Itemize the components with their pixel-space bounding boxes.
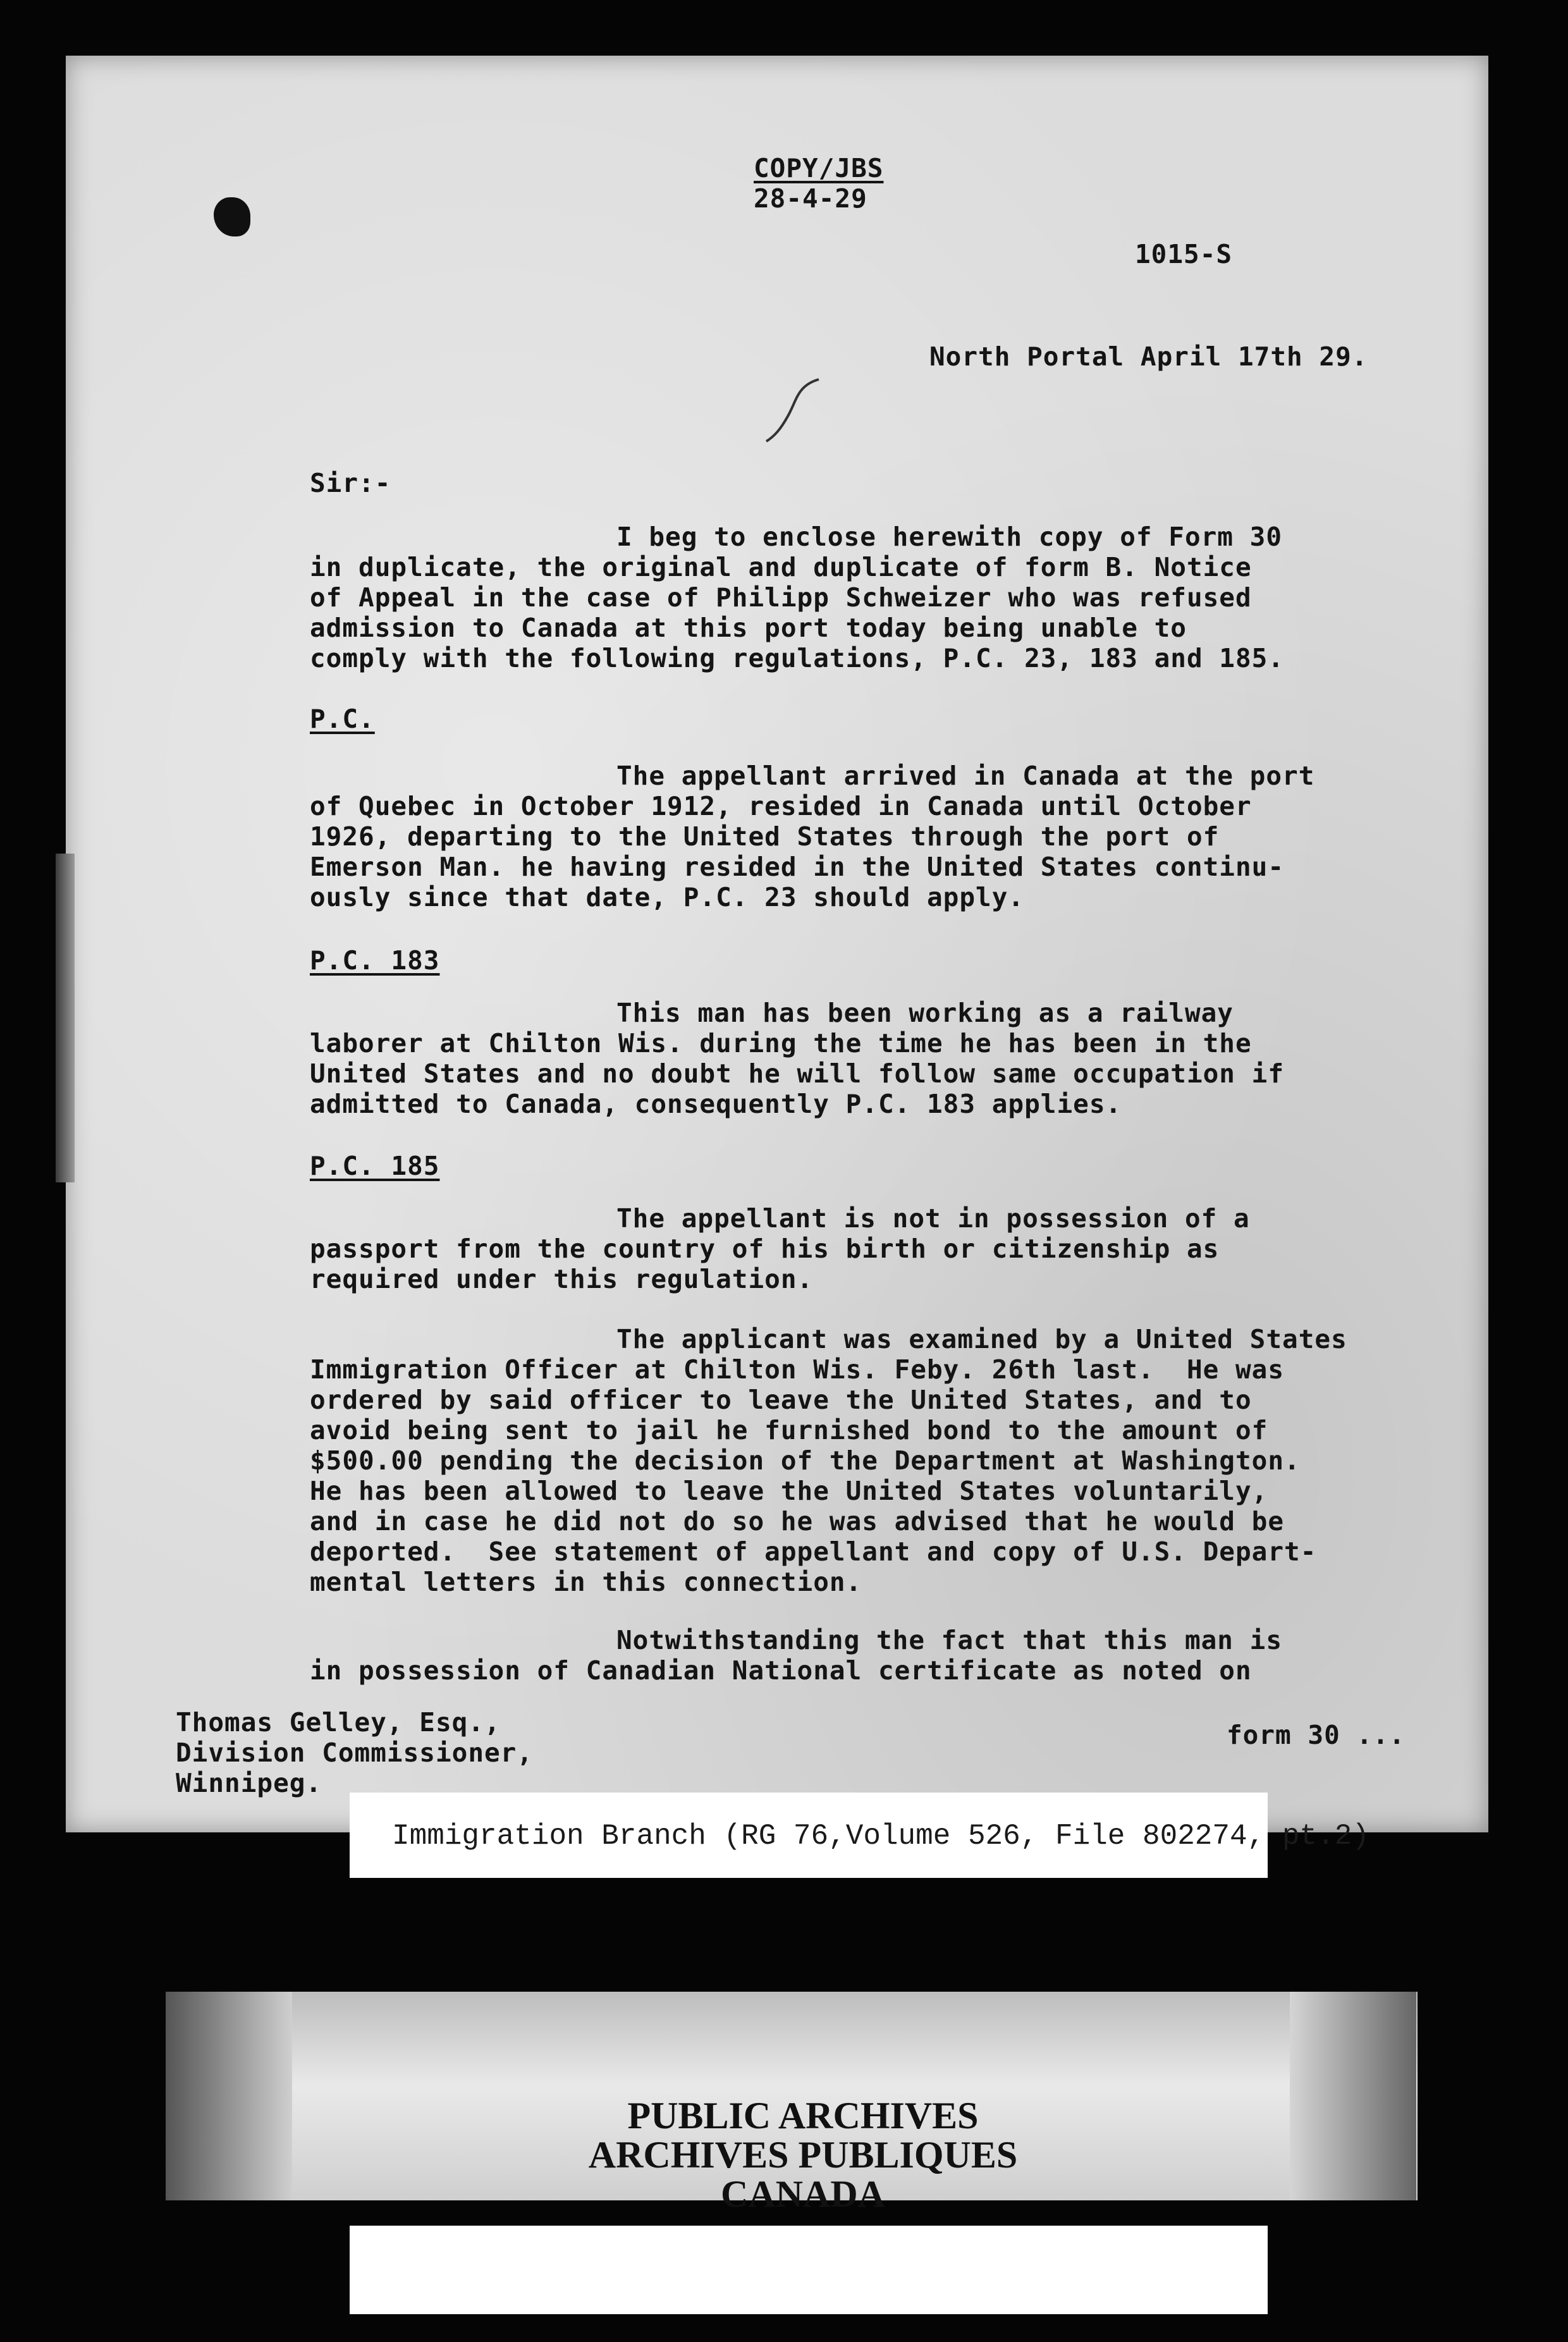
paragraph-4-line-1: The appellant is not in possession of a	[616, 1203, 1250, 1234]
addressee-line-3: Winnipeg.	[176, 1768, 322, 1798]
paragraph-5-line-9: mental letters in this connection.	[310, 1567, 862, 1597]
paragraph-5-line-6: He has been allowed to leave the United States voluntarily,	[310, 1476, 1268, 1506]
paragraph-2-line-2: of Quebec in October 1912, resided in Canada until October	[310, 791, 1252, 821]
paragraph-5-line-7: and in case he did not do so he was advised that he would be	[310, 1506, 1285, 1536]
stamp-band-shadow-left	[166, 1992, 292, 2200]
heading-pc: P.C.	[310, 704, 375, 734]
archives-stamp	[556, 2096, 1050, 2214]
stamp-band-shadow-right	[1290, 1992, 1416, 2200]
paragraph-3-line-2: laborer at Chilton Wis. during the time he has been in the	[310, 1028, 1252, 1058]
page-edge-shadow	[56, 854, 75, 1182]
paragraph-2-line-1: The appellant arrived in Canada at the port	[616, 761, 1315, 791]
paragraph-2-line-4: Emerson Man. he having resided in the United States continu-	[310, 852, 1285, 882]
paragraph-3-line-1: This man has been working as a railway	[616, 998, 1234, 1028]
caption-text: Immigration Branch (RG 76,Volume 526, File 802274, pt.2)	[392, 1820, 1369, 1853]
heading-pc-185: P.C. 185	[310, 1151, 440, 1181]
paragraph-6-line-2: in possession of Canadian National certificate as noted on	[310, 1655, 1252, 1686]
heading-pc-183: P.C. 183	[310, 945, 440, 976]
paragraph-5-line-5: $500.00 pending the decision of the Department at Washington.	[310, 1445, 1301, 1476]
paragraph-2-line-3: 1926, departing to the United States through the port of	[310, 821, 1220, 852]
archives-stamp-line-2: ARCHIVES PUBLIQUES	[588, 2134, 1018, 2176]
archives-stamp-line-1: PUBLIC ARCHIVES	[627, 2095, 979, 2137]
paragraph-5-line-4: avoid being sent to jail he furnished bond to the amount of	[310, 1415, 1268, 1445]
paragraph-1-line-1: I beg to enclose herewith copy of Form 30	[616, 522, 1283, 552]
salutation: Sir:-	[310, 468, 391, 498]
paragraph-3-line-4: admitted to Canada, consequently P.C. 183 applies.	[310, 1089, 1122, 1119]
paragraph-2-line-5: ously since that date, P.C. 23 should apply.	[310, 882, 1025, 912]
copy-mark: COPY/JBS	[754, 153, 884, 183]
paragraph-3-line-3: United States and no doubt he will follow same occupation if	[310, 1058, 1285, 1089]
paragraph-5-line-1: The applicant was examined by a United States	[616, 1324, 1347, 1354]
paragraph-4-line-3: required under this regulation.	[310, 1264, 814, 1294]
paragraph-5-line-8: deported. See statement of appellant and copy of U.S. Depart-	[310, 1536, 1317, 1567]
copy-date: 28-4-29	[754, 183, 867, 214]
archives-stamp-line-3: CANADA	[721, 2173, 885, 2215]
paragraph-5-line-3: ordered by said officer to leave the United States, and to	[310, 1385, 1252, 1415]
paragraph-1-line-3: of Appeal in the case of Philipp Schweizer who was refused	[310, 582, 1252, 613]
paragraph-4-line-2: passport from the country of his birth or citizenship as	[310, 1234, 1220, 1264]
paragraph-5-line-2: Immigration Officer at Chilton Wis. Feby. 26th last. He was	[310, 1354, 1285, 1385]
addressee-line-2: Division Commissioner,	[176, 1738, 534, 1768]
continued-note: form 30 ...	[1227, 1720, 1406, 1750]
addressee-line-1: Thomas Gelley, Esq.,	[176, 1707, 501, 1738]
paragraph-1-line-2: in duplicate, the original and duplicate of form B. Notice	[310, 552, 1252, 582]
paragraph-1-line-4: admission to Canada at this port today being unable to	[310, 613, 1187, 643]
pen-mark	[759, 373, 835, 449]
paragraph-1-line-5: comply with the following regulations, P.C. 23, 183 and 185.	[310, 643, 1285, 673]
file-number: 1015-S	[1135, 239, 1233, 269]
white-strip	[350, 2226, 1268, 2314]
place-date-line: North Portal April 17th 29.	[929, 341, 1368, 372]
paragraph-6-line-1: Notwithstanding the fact that this man is	[616, 1625, 1283, 1655]
